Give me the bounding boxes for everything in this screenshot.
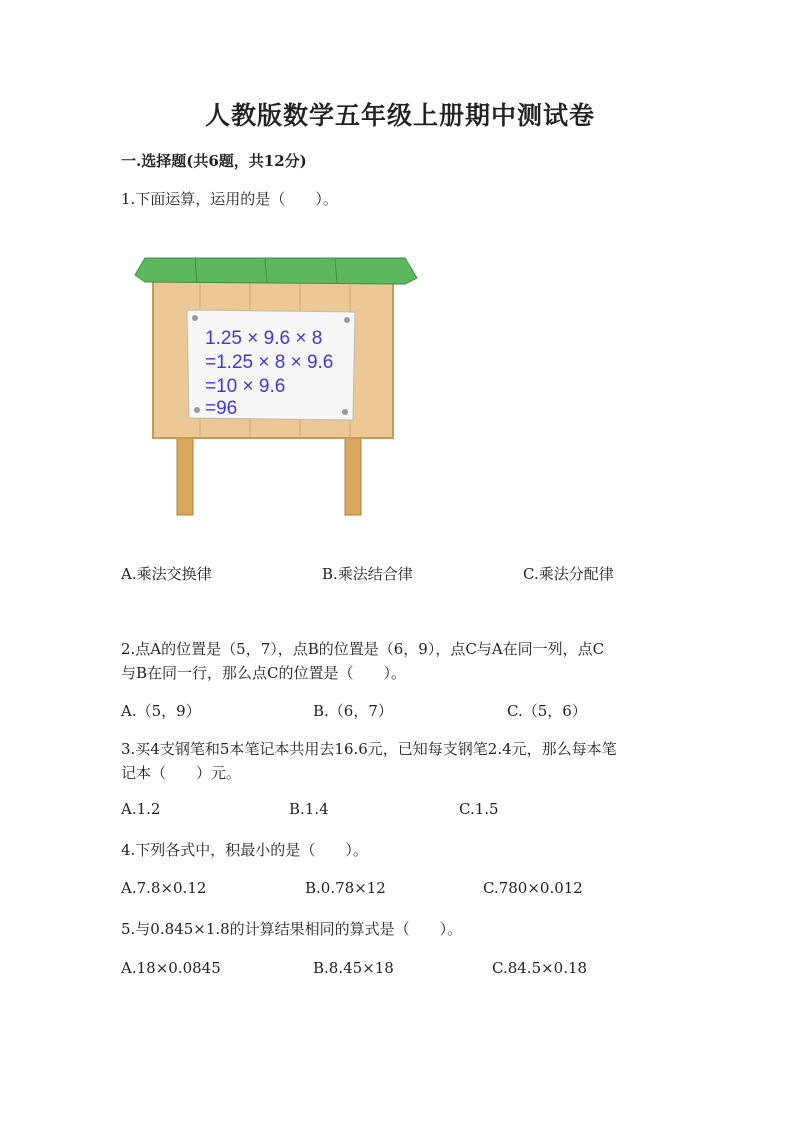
question-3: [121, 737, 681, 785]
green-roof: [135, 258, 417, 284]
section-heading: 一.选择题(共6题，共12分): [121, 152, 307, 170]
question-3-line-2: 记本（ ）元。: [121, 764, 242, 782]
pin-icon: [344, 317, 350, 323]
signboard-illustration: [125, 250, 425, 520]
q4-option-c[interactable]: C.780×0.012: [483, 879, 583, 897]
board-line-1: 1.25 × 9.6 × 8: [205, 328, 323, 349]
exam-title: 人教版数学五年级上册期中测试卷: [204, 101, 595, 130]
question-2-line-2: 与B在同一行，那么点C的位置是（ ）。: [121, 664, 407, 682]
pin-icon: [194, 407, 200, 413]
q1-option-a[interactable]: A.乘法交换律: [121, 565, 212, 583]
pin-icon: [192, 315, 198, 321]
q3-option-c[interactable]: C.1.5: [459, 800, 499, 818]
question-2-line-1: 2.点A的位置是（5，7），点B的位置是（6，9），点C与A在同一列，点C: [121, 640, 605, 658]
question-5: 5.与0.845×1.8的计算结果相同的算式是（ ）。: [121, 920, 463, 938]
question-4: 4.下列各式中，积最小的是（ ）。: [121, 841, 368, 859]
board-line-3: =10 × 9.6: [205, 376, 286, 397]
q4-option-a[interactable]: A.7.8×0.12: [121, 879, 207, 897]
question-1: 1.下面运算，运用的是（ ）。: [121, 190, 338, 208]
pin-icon: [342, 409, 348, 415]
q1-option-c[interactable]: C.乘法分配律: [523, 565, 614, 583]
q4-option-b[interactable]: B.0.78×12: [305, 879, 386, 897]
signboard-svg: [125, 250, 425, 520]
question-3-line-1: 3.买4支钢笔和5本笔记本共用去16.6元，已知每支钢笔2.4元，那么每本笔: [121, 740, 617, 758]
q5-option-c[interactable]: C.84.5×0.18: [492, 959, 588, 977]
q2-option-b[interactable]: B.（6，7）: [313, 702, 393, 720]
board-line-2: =1.25 × 8 × 9.6: [205, 352, 334, 373]
q5-option-b[interactable]: B.8.45×18: [313, 959, 394, 977]
q2-option-c[interactable]: C.（5，6）: [507, 702, 587, 720]
q3-option-a[interactable]: A.1.2: [121, 800, 161, 818]
q2-option-a[interactable]: A.（5，9）: [121, 702, 201, 720]
q3-option-b[interactable]: B.1.4: [289, 800, 329, 818]
board-line-4: =96: [205, 398, 238, 419]
q1-option-b[interactable]: B.乘法结合律: [322, 565, 413, 583]
question-2: [121, 637, 681, 685]
q5-option-a[interactable]: A.18×0.0845: [121, 959, 221, 977]
